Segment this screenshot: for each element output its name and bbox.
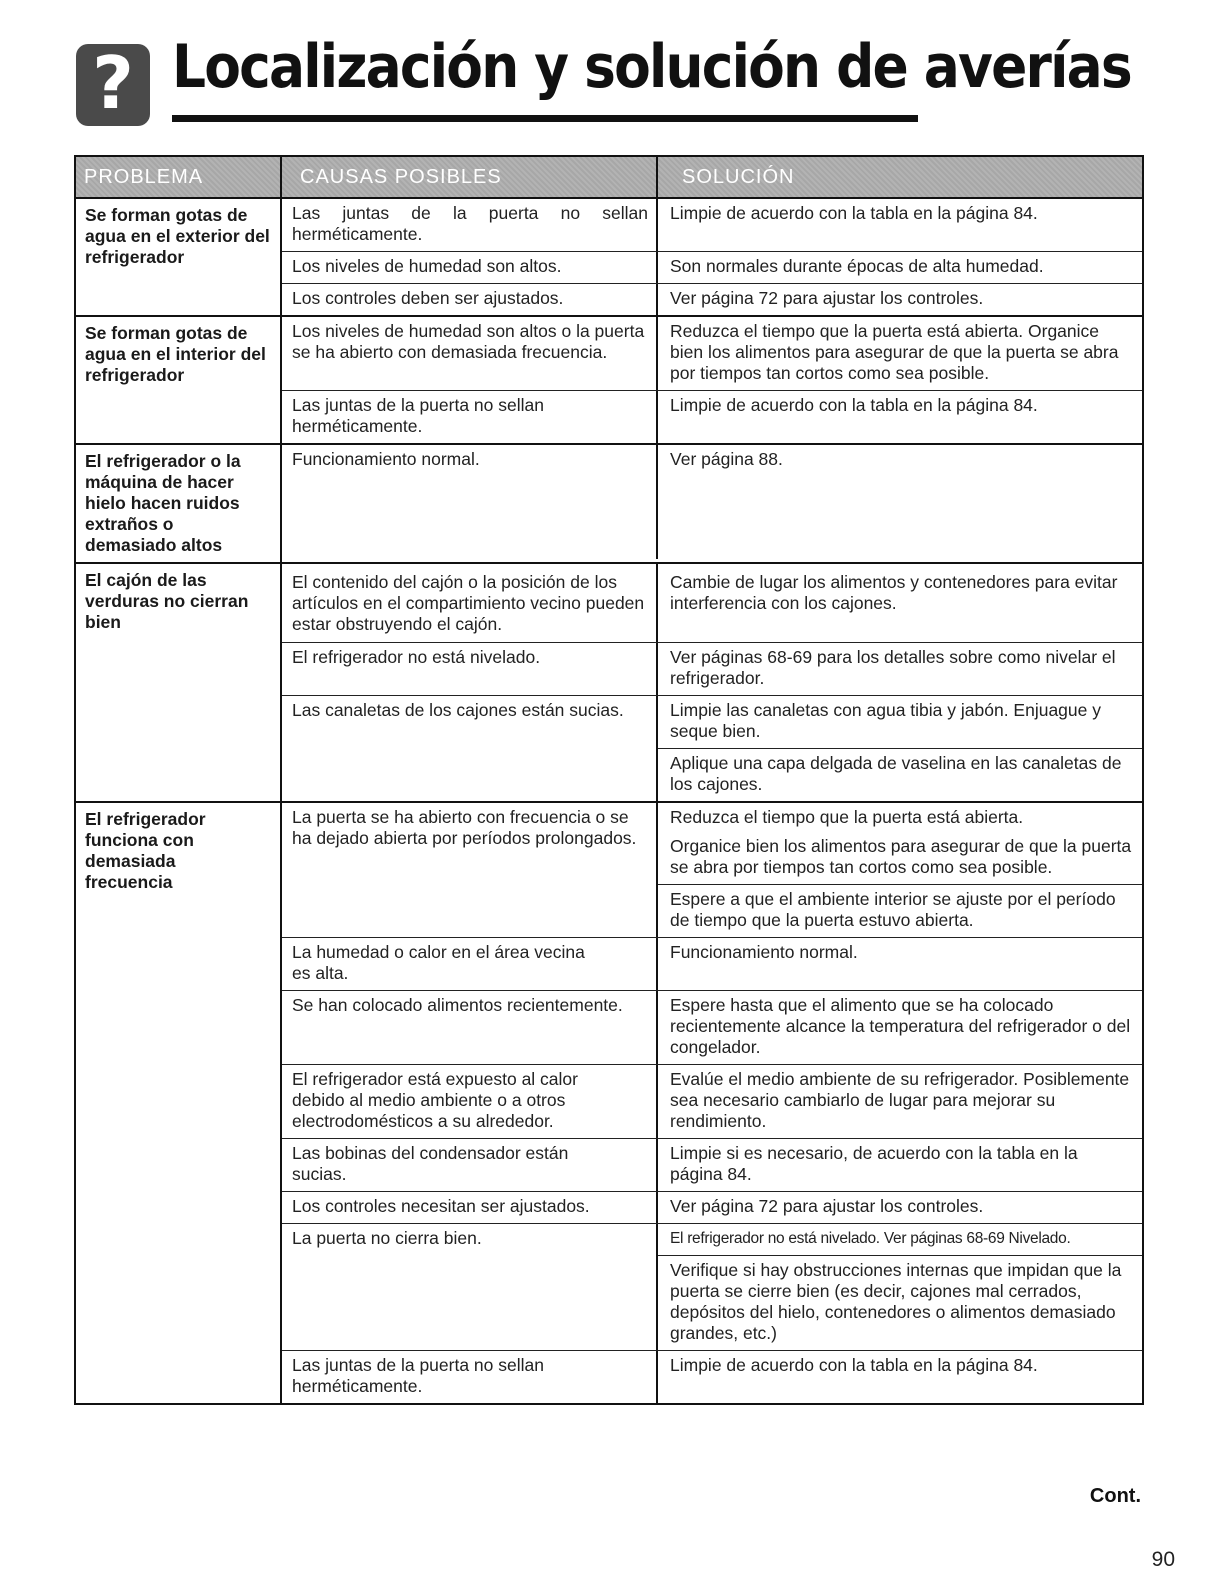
cause-cell: Los controles necesitan ser ajustados. [292,1196,590,1216]
solution-cell [656,317,1142,390]
table-row [282,937,1142,990]
cause-cell: Los niveles de humedad son altos o la puerta se ha abierto con demasiada frecuencia. [292,321,645,362]
solution-cell [656,696,1142,801]
cause-cell: El refrigerador no está nivelado. [292,647,541,667]
solution-text: Reduzca el tiempo que la puerta está abierta. Organice bien los alimentos para asegurar de que la puerta se abra por tiempos tan cortos como sea posible. [670,321,1119,383]
table-header-row [76,157,1142,199]
problem-cell: El refrigerador o la máquina de hacer hielo hacen ruidos extraños o demasiado altos [85,451,241,555]
table-row [282,251,1142,283]
table-row [282,1064,1142,1138]
table-row [282,1223,1142,1350]
cause-cell: El contenido del cajón o la posición de los artículos en el compartimiento vecino pueden estar obstruyendo el cajón. [292,572,645,634]
page-number: 90 [1151,1548,1175,1571]
solution-cell [656,803,1142,937]
table-row [282,990,1142,1064]
cause-cell: La humedad o calor en el área vecina es alta. [292,942,585,983]
table-row [282,445,1142,559]
solution-text: Evalúe el medio ambiente de su refrigerador. Posiblemente sea necesario cambiarlo de lugar para mejorar su rendimiento. [670,1069,1130,1131]
solution-text: Ver página 88. [670,449,783,469]
cause-cell: Las bobinas del condensador están sucias. [292,1143,569,1184]
solution-cell [656,1065,1142,1138]
solution-text: Ver páginas 68-69 para los detalles sobre como nivelar el refrigerador. [670,647,1116,688]
solution-text: Limpie de acuerdo con la tabla en la página 84. [670,1355,1038,1375]
cause-rows [280,199,1142,315]
solution-cell [656,1192,1142,1223]
problem-group [76,564,1142,803]
solution-text: Limpie las canaletas con agua tibia y jabón. Enjuague y seque bien. [670,700,1101,741]
solution-text: Espere hasta que el alimento que se ha colocado recientemente alcance la temperatura del refrigerador o del congelador. [670,995,1131,1057]
cause-cell: La puerta se ha abierto con frecuencia o se ha dejado abierta por períodos prolongados. [292,807,637,848]
problem-group [76,803,1142,1403]
solution-text: Espere a que el ambiente interior se ajuste por el período de tiempo que la puerta estuvo abierta. [658,884,1142,937]
solution-text: Reduzca el tiempo que la puerta está abierta. [670,807,1024,827]
cause-cell: Funcionamiento normal. [292,449,480,469]
solution-cell [656,1224,1142,1350]
solution-text: Son normales durante épocas de alta humedad. [670,256,1044,276]
problem-cell: El refrigerador funciona con demasiada frecuencia [85,809,206,892]
problem-cell: El cajón de las verduras no cierran bien [85,570,249,632]
cause-cell: La puerta no cierra bien. [292,1228,482,1248]
table-row [282,1350,1142,1403]
cause-rows [280,317,1142,443]
cause-cell: Los niveles de humedad son altos. [292,256,562,276]
solution-cell [656,199,1142,251]
solution-text: Limpie si es necesario, de acuerdo con la tabla en la página 84. [670,1143,1078,1184]
solution-text: El refrigerador no está nivelado. Ver páginas 68-69 Nivelado. [670,1230,1071,1247]
solution-text: Limpie de acuerdo con la tabla en la página 84. [670,203,1038,223]
page-title: Localización y solución de averías [172,32,1131,102]
solution-cell [656,1139,1142,1191]
solution-text: Aplique una capa delgada de vaselina en las canaletas de los cajones. [658,748,1142,801]
title-underline [172,115,918,122]
solution-cell [656,391,1142,443]
table-row [282,564,1142,642]
troubleshooting-table [74,155,1144,1405]
continued-label: Cont. [1089,1485,1141,1507]
solution-cell [656,1351,1142,1403]
table-row [282,1191,1142,1223]
table-row [282,1138,1142,1191]
problem-group [76,199,1142,317]
solution-cell [656,643,1142,695]
solution-text: Limpie de acuerdo con la tabla en la página 84. [670,395,1038,415]
header-causes: CAUSAS POSIBLES [280,157,656,197]
solution-text: Verifique si hay obstrucciones internas que impidan que la puerta se cierre bien (es decir, cajones mal cerrados, depósitos del hielo, contenedores o alimentos demasiado grandes, etc.) [658,1255,1142,1350]
solution-cell [656,284,1142,315]
table-row [282,199,1142,251]
table-row [282,317,1142,390]
table-row [282,803,1142,937]
header-solution: SOLUCIÓN [656,157,1142,197]
solution-text: Organice bien los alimentos para asegurar de que la puerta se abra por tiempos tan cortos como sea posible. [670,836,1132,877]
question-mark-glyph: ? [92,44,134,125]
cause-rows [280,803,1142,1403]
question-mark-icon [76,44,150,126]
solution-text: Ver página 72 para ajustar los controles. [670,1196,984,1216]
solution-cell [656,564,1142,642]
solution-cell [656,938,1142,990]
solution-text: Cambie de lugar los alimentos y contenedores para evitar interferencia con los cajones. [670,572,1118,613]
problem-group [76,317,1142,445]
problem-cell: Se forman gotas de agua en el interior del refrigerador [85,323,266,385]
table-row [282,283,1142,315]
table-row [282,695,1142,801]
solution-cell [656,991,1142,1064]
cause-cell: Las juntas de la puerta no sellan herméticamente. [292,395,544,436]
cause-rows [280,445,1142,562]
solution-text: Funcionamiento normal. [670,942,858,962]
table-row [282,642,1142,695]
solution-text: Ver página 72 para ajustar los controles. [670,288,984,308]
cause-cell: Las canaletas de los cajones están sucias. [292,700,624,720]
table-row [282,390,1142,443]
problem-cell: Se forman gotas de agua en el exterior del refrigerador [85,205,270,267]
cause-rows [280,564,1142,801]
cause-cell: Los controles deben ser ajustados. [292,288,564,308]
cause-cell: Las juntas de la puerta no sellan herméticamente. [292,1355,544,1396]
header-problem: PROBLEMA [76,157,280,197]
solution-cell [656,445,1142,559]
problem-group [76,445,1142,564]
cause-cell: Las juntas de la puerta no sellan herméticamente. [292,203,648,244]
solution-cell [656,252,1142,283]
cause-cell: Se han colocado alimentos recientemente. [292,995,623,1015]
cause-cell: El refrigerador está expuesto al calor debido al medio ambiente o a otros electrodomésticos a su alrededor. [292,1069,578,1131]
